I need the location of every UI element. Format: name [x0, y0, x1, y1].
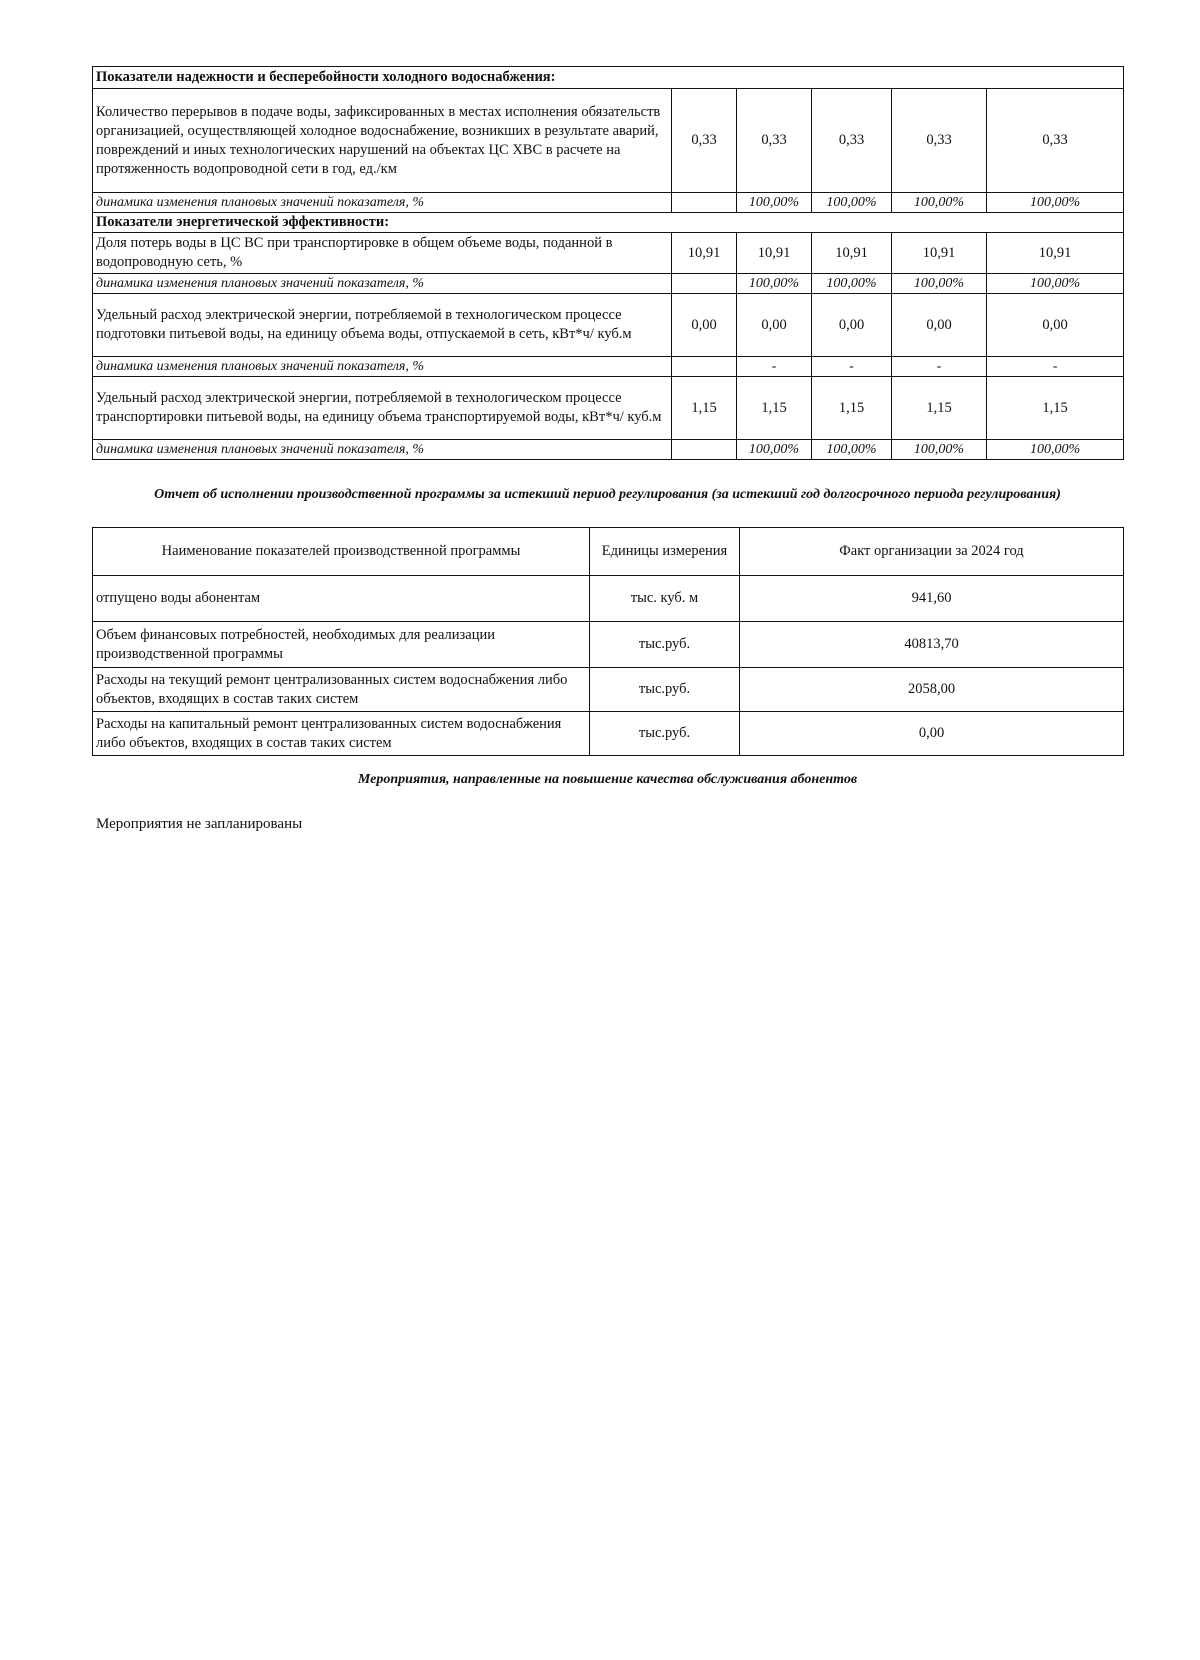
indicator-row — [93, 89, 1124, 193]
report-row-name: Расходы на текущий ремонт централизованных систем водоснабжения либо объектов, входящих в состав таких систем — [93, 668, 590, 712]
indicator-value: 0,33 — [812, 89, 892, 193]
indicator-value: 10,91 — [812, 233, 892, 274]
indicator-value: 1,15 — [892, 377, 987, 440]
dynamics-value: - — [987, 357, 1124, 377]
indicator-value: 1,15 — [987, 377, 1124, 440]
header-fact: Факт организации за 2024 год — [740, 528, 1124, 576]
dynamics-label: динамика изменения плановых значений показателя, % — [93, 440, 672, 460]
measures-title: Мероприятия, направленные на повышение качества обслуживания абонентов — [357, 772, 858, 787]
report-title: Отчет об исполнении производственной программы за истекший период регулирования (за истекший год долгосрочного периода регулирования) — [154, 487, 1061, 502]
report-row-name: Объем финансовых потребностей, необходимых для реализации производственной программы — [93, 622, 590, 668]
report-row-unit: тыс.руб. — [590, 712, 740, 756]
indicator-value: 0,00 — [987, 294, 1124, 357]
indicator-row — [93, 294, 1124, 357]
report-row-name: отпущено воды абонентам — [93, 576, 590, 622]
indicator-label: Количество перерывов в подаче воды, зафиксированных в местах исполнения обязательств организацией, осуществляющей холодное водоснабжение, возникших в результате аварий, повреждений и иных технологических нарушений на объектах ЦС ХВС в расчете на протяженность водопроводной сети в год, ед./км — [93, 89, 672, 193]
indicator-label: Удельный расход электрической энергии, потребляемой в технологическом процессе транспортировки питьевой воды, на единицу объема транспортируемой воды, кВт*ч/ куб.м — [93, 377, 672, 440]
dynamics-value: 100,00% — [812, 440, 892, 460]
section-energy-heading: Показатели энергетической эффективности: — [93, 213, 1124, 233]
dynamics-value: 100,00% — [812, 274, 892, 294]
report-row-name: Расходы на капитальный ремонт централизованных систем водоснабжения либо объектов, входящих в состав таких систем — [93, 712, 590, 756]
indicator-value: 0,33 — [672, 89, 737, 193]
dynamics-value — [672, 193, 737, 213]
report-header-row — [93, 528, 1124, 576]
report-row-fact: 40813,70 — [740, 622, 1124, 668]
dynamics-row — [93, 274, 1124, 294]
indicator-value: 0,00 — [812, 294, 892, 357]
indicator-label: Доля потерь воды в ЦС ВС при транспортировке в общем объеме воды, поданной в водопроводную сеть, % — [93, 233, 672, 274]
dynamics-row — [93, 440, 1124, 460]
indicator-row — [93, 233, 1124, 274]
dynamics-value: 100,00% — [892, 193, 987, 213]
dynamics-value: 100,00% — [987, 193, 1124, 213]
report-row-unit: тыс.руб. — [590, 622, 740, 668]
dynamics-value: - — [812, 357, 892, 377]
indicator-value: 0,33 — [892, 89, 987, 193]
indicator-value: 0,00 — [737, 294, 812, 357]
report-row-fact: 2058,00 — [740, 668, 1124, 712]
dynamics-value: 100,00% — [737, 274, 812, 294]
indicator-value: 10,91 — [892, 233, 987, 274]
dynamics-label: динамика изменения плановых значений показателя, % — [93, 357, 672, 377]
indicator-value: 0,00 — [672, 294, 737, 357]
dynamics-value: 100,00% — [737, 440, 812, 460]
indicator-value: 10,91 — [987, 233, 1124, 274]
dynamics-label: динамика изменения плановых значений показателя, % — [93, 193, 672, 213]
indicator-value: 10,91 — [672, 233, 737, 274]
header-indicator-name: Наименование показателей производственной программы — [93, 528, 590, 576]
section-reliability-heading: Показатели надежности и бесперебойности холодного водоснабжения: — [93, 67, 1124, 89]
report-row — [93, 712, 1124, 756]
indicators-table — [92, 66, 1124, 460]
report-row-fact: 0,00 — [740, 712, 1124, 756]
dynamics-label: динамика изменения плановых значений показателя, % — [93, 274, 672, 294]
dynamics-value: 100,00% — [812, 193, 892, 213]
dynamics-row — [93, 357, 1124, 377]
indicator-value: 0,33 — [987, 89, 1124, 193]
dynamics-value — [672, 440, 737, 460]
dynamics-row — [93, 193, 1124, 213]
report-row-unit: тыс.руб. — [590, 668, 740, 712]
dynamics-value: - — [892, 357, 987, 377]
dynamics-value: - — [737, 357, 812, 377]
indicator-value: 10,91 — [737, 233, 812, 274]
report-row — [93, 622, 1124, 668]
indicator-row — [93, 377, 1124, 440]
dynamics-value — [672, 357, 737, 377]
measures-text: Мероприятия не запланированы — [96, 816, 303, 832]
indicator-value: 0,00 — [892, 294, 987, 357]
report-row — [93, 668, 1124, 712]
header-unit: Единицы измерения — [590, 528, 740, 576]
dynamics-value: 100,00% — [892, 440, 987, 460]
dynamics-value: 100,00% — [892, 274, 987, 294]
report-row-fact: 941,60 — [740, 576, 1124, 622]
indicator-value: 1,15 — [737, 377, 812, 440]
dynamics-value: 100,00% — [737, 193, 812, 213]
dynamics-value — [672, 274, 737, 294]
report-row — [93, 576, 1124, 622]
report-table — [92, 527, 1124, 756]
dynamics-value: 100,00% — [987, 274, 1124, 294]
indicator-value: 1,15 — [812, 377, 892, 440]
indicator-value: 0,33 — [737, 89, 812, 193]
dynamics-value: 100,00% — [987, 440, 1124, 460]
indicator-label: Удельный расход электрической энергии, потребляемой в технологическом процессе подготовки питьевой воды, на единицу объема воды, отпускаемой в сеть, кВт*ч/ куб.м — [93, 294, 672, 357]
indicator-value: 1,15 — [672, 377, 737, 440]
report-row-unit: тыс. куб. м — [590, 576, 740, 622]
